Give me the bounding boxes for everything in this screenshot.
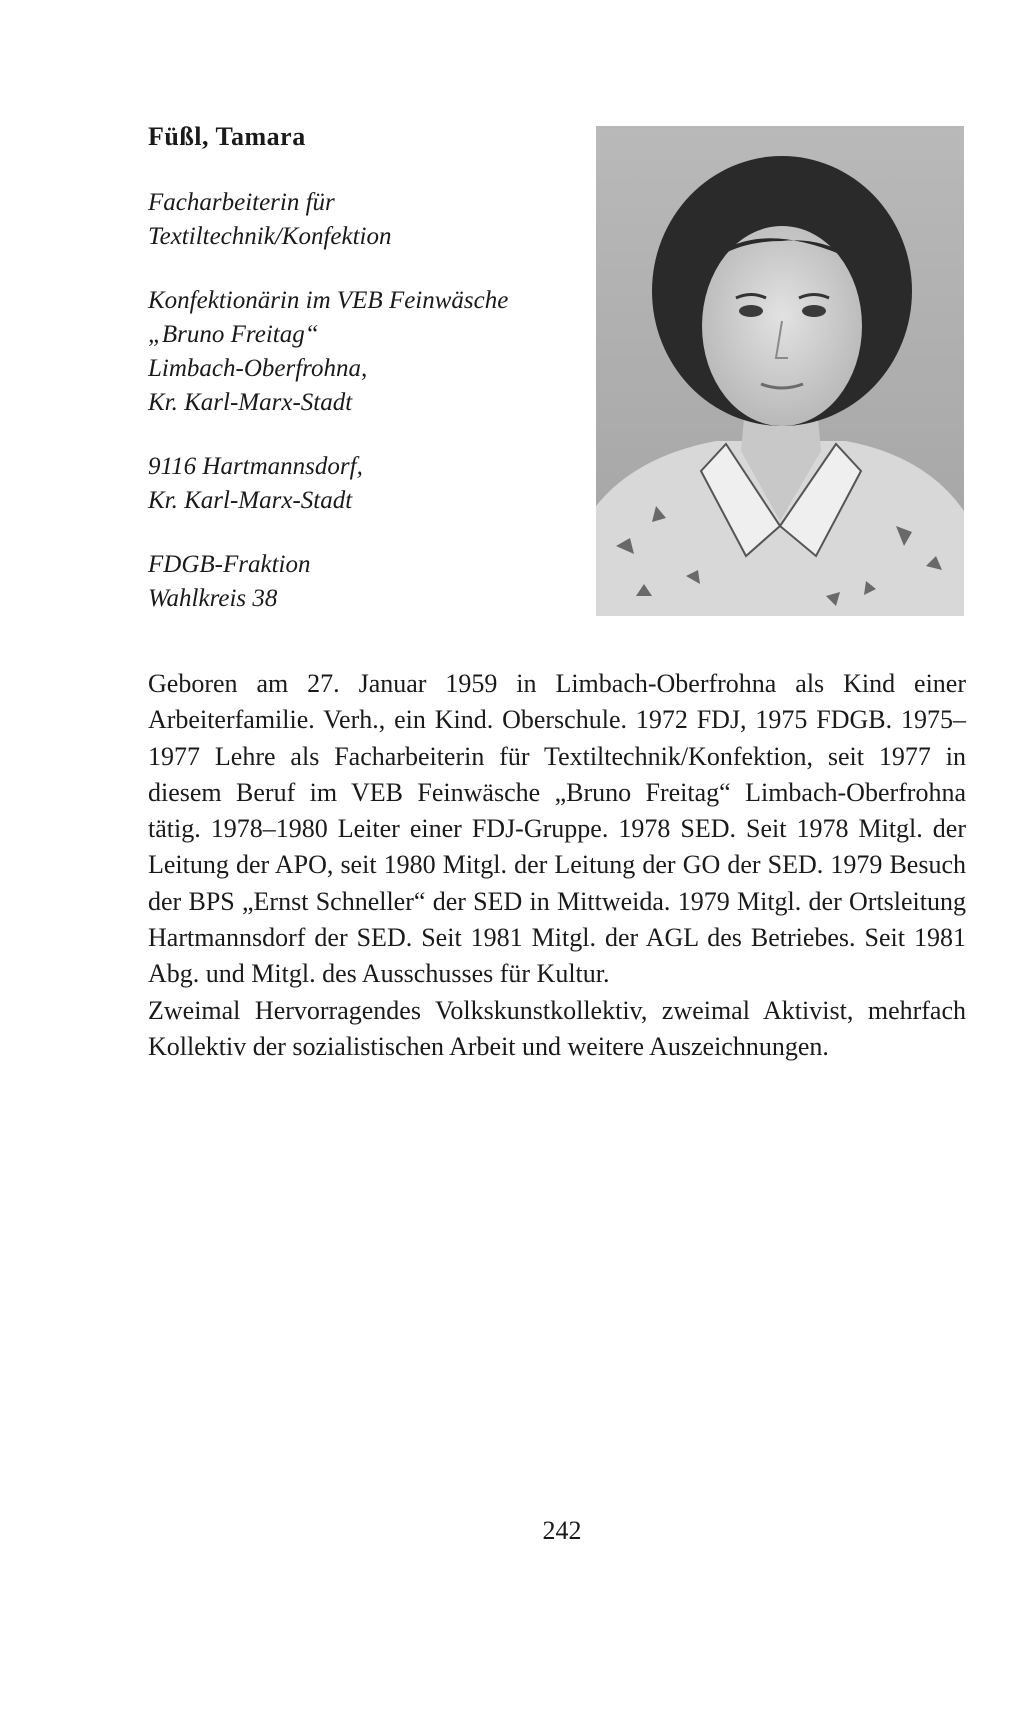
fraction-line: FDGB-Fraktion	[148, 551, 311, 578]
page-number: 242	[542, 1516, 582, 1545]
qualification-block	[148, 186, 588, 254]
qualification-line: Facharbeiterin für	[148, 189, 335, 216]
biography-paragraph: Zweimal Hervorragendes Volkskunstkollektiv, zweimal Aktivist, mehrfach Kollektiv der sozialistischen Arbeit und weitere Auszeichnungen.	[148, 995, 966, 1061]
person-name: Füßl, Tamara	[148, 122, 306, 151]
portrait-photo	[596, 126, 964, 616]
person-info	[148, 186, 588, 646]
position-block	[148, 284, 588, 420]
fraction-line: Wahlkreis 38	[148, 585, 278, 612]
position-line: Konfektionärin im VEB Feinwäsche	[148, 287, 509, 314]
biography	[148, 666, 966, 1065]
biography-paragraph: Geboren am 27. Januar 1959 in Limbach-Oberfrohna als Kind einer Arbeiterfamilie. Verh., ein Kind. Oberschule. 1972 FDJ, 1975 FDGB. 1975–1977 Lehre als Facharbeiterin für Textiltechnik/Konfektion, seit 1977 in diesem Beruf im VEB Feinwäsche „Bruno Freitag“ Limbach-Oberfrohna tätig. 1978–1980 Leiter einer FDJ-Gruppe. 1978 SED. Seit 1978 Mitgl. der Leitung der APO, seit 1980 Mitgl. der Leitung der GO der SED. 1979 Besuch der BPS „Ernst Schneller“ der SED in Mittweida. 1979 Mitgl. der Ortsleitung Hartmannsdorf der SED. Seit 1981 Mitgl. der AGL des Betriebes. Seit 1981 Abg. und Mitgl. des Ausschusses für Kultur.	[148, 669, 966, 989]
qualification-line: Textiltechnik/Konfektion	[148, 223, 392, 250]
fraction-block	[148, 548, 588, 616]
position-line: Kr. Karl-Marx-Stadt	[148, 389, 353, 416]
address-block	[148, 450, 588, 518]
address-line: Kr. Karl-Marx-Stadt	[148, 487, 353, 514]
position-line: „Bruno Freitag“	[148, 321, 319, 348]
position-line: Limbach-Oberfrohna,	[148, 355, 368, 382]
address-line: 9116 Hartmannsdorf,	[148, 453, 363, 480]
